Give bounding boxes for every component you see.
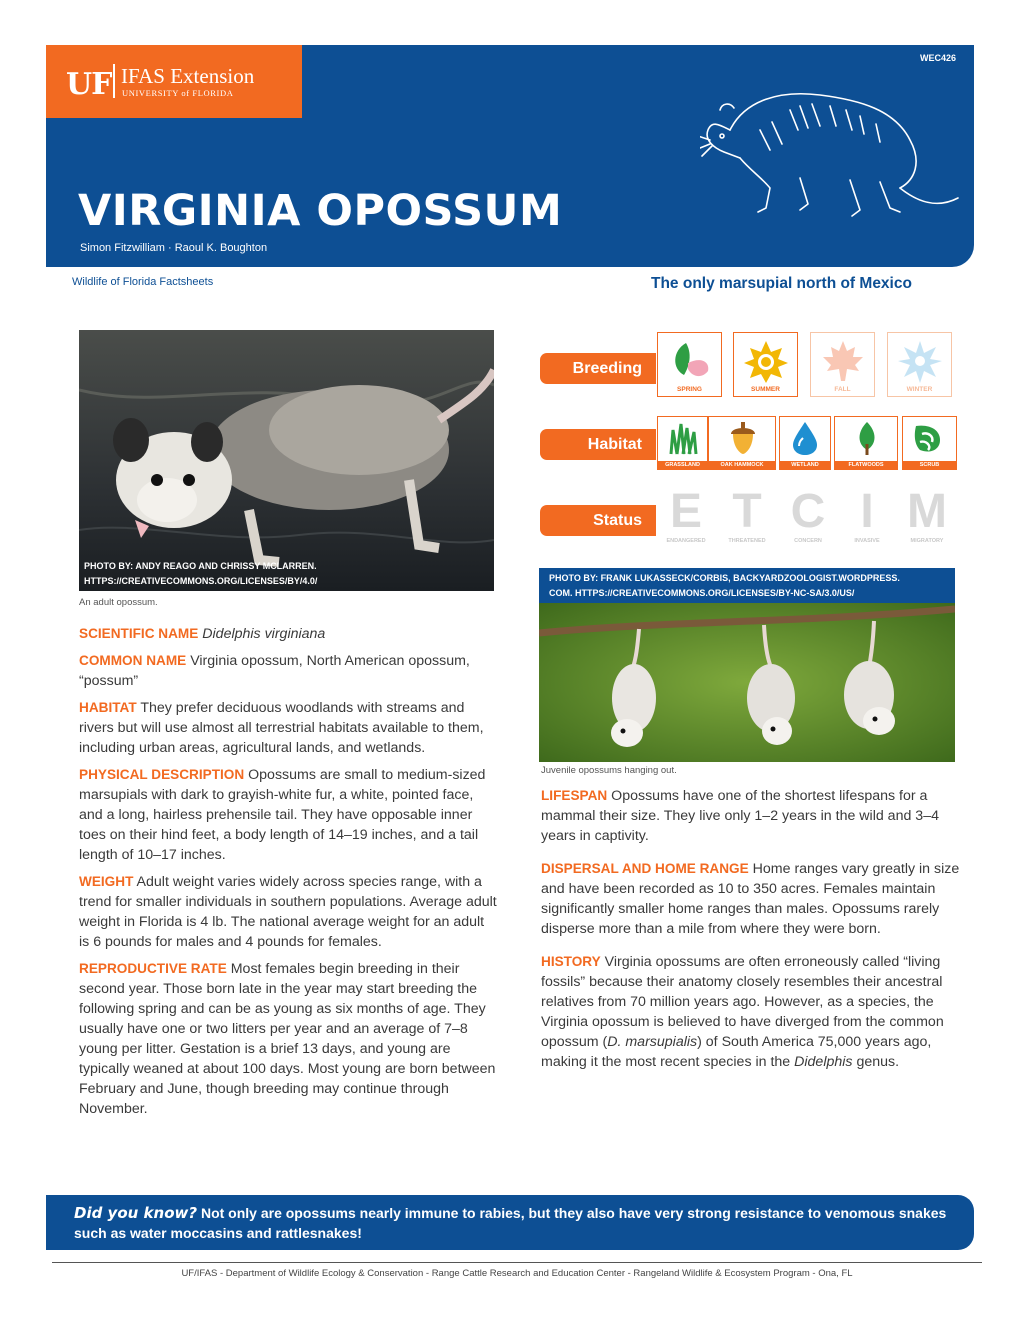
season-label: WINTER [906,386,933,393]
habitat-label: Habitat [540,429,656,460]
status-letter: M [907,485,947,538]
dispersal-heading: DISPERSAL AND HOME RANGE [541,861,749,876]
juvenile-opossums-photo [539,603,955,762]
status-migratory [898,485,956,544]
habitat-label-text: SCRUB [903,461,956,469]
acorn-icon [725,420,761,456]
habitat-oak-hammock [708,416,776,470]
physical-description-text: Opossums are small to medium-sized marsupials with dark to grayish-white fur, a white, pointed face, and a long, hairless prehensile tail. They have opposable inner toes on their hind feet, a body length of 14–19 inches, and a tail length of 10–17 inches. [79,767,486,863]
grass-icon [665,420,701,456]
leaf-icon [666,339,714,383]
history-genus-name: Didelphis [794,1054,853,1070]
juvenile-credit-line-1: PHOTO BY: FRANK LUKASSECK/CORBIS, BACKYARDZOOLOGIST.WORDPRESS. [549,573,900,583]
common-name-value: Virginia opossum, North American opossum, “possum” [79,653,470,689]
status-name: ENDANGERED [666,538,706,544]
did-you-know-body: Not only are opossums nearly immune to rabies, but they also have very strong resistance to venomous snakes such as water moccasins and rattlesnakes! [74,1205,947,1241]
scientific-name-value: Didelphis virginiana [202,626,326,642]
season-winter [887,332,952,397]
season-summer [733,332,798,397]
reproductive-rate-heading: REPRODUCTIVE RATE [79,961,227,976]
reproductive-rate-text: Most females begin breeding in their second year. Those born late in the year may start breeding the following spring and can be as young as six months of age. They usually have one or two litters per year and an average of 7–8 young per litter. Gestation is a brief 13 days, and young are typically weaned at about 100 days. Most young are born between February and June, though breeding may continue through November. [79,961,496,1117]
status-invasive [838,485,896,544]
right-column [541,786,961,1072]
did-you-know-text [74,1203,964,1243]
status-name: THREATENED [728,538,766,544]
adult-photo-caption: An adult opossum. [79,597,158,608]
tagline: The only marsupial north of Mexico [651,275,912,292]
habitat-scrub [902,416,957,470]
status-name: INVASIVE [854,538,880,544]
snowflake-icon [896,339,944,383]
habitat-grassland [657,416,708,470]
habitat-wetland [779,416,831,470]
juvenile-photo-credit [549,571,949,601]
juvenile-credit-license-link[interactable]: COM. HTTPS://CREATIVECOMMONS.ORG/LICENSES/BY-NC-SA/3.0/US/ [549,588,855,598]
history-species-name: D. marsupialis [607,1034,698,1050]
status-letter: T [732,485,762,538]
maple-leaf-icon [819,339,867,383]
series-name: Wildlife of Florida Factsheets [72,276,214,288]
lifespan-heading: LIFESPAN [541,788,608,803]
status-letter: E [669,485,702,538]
habitat-label-text: FLATWOODS [835,461,897,469]
lifespan-text: Opossums have one of the shortest lifespans for a mammal their size. They live only 1–2 years in the wild and 3–4 years in captivity. [541,788,939,844]
season-label: FALL [834,386,851,393]
status-letter: I [860,485,874,538]
weight-section [79,872,497,952]
water-drop-icon [787,420,823,456]
footer-divider [52,1262,982,1263]
authors: Simon Fitzwilliam · Raoul K. Boughton [80,242,268,254]
weight-text: Adult weight varies widely across species range, with a trend for smaller individuals in southern populations. Average adult weight in Florida is 4 lb. The national average weight for an adult is 6 pounds for males and 4 pounds for females. [79,874,497,950]
history-section [541,952,961,1072]
habitat-heading: HABITAT [79,700,137,715]
breeding-label: Breeding [540,353,656,384]
logo-title: IFAS Extension [121,64,255,88]
common-name-heading: COMMON NAME [79,653,187,668]
dispersal-section [541,859,961,939]
history-heading: HISTORY [541,954,601,969]
habitat-section [79,698,497,758]
adult-opossum-photo [79,330,494,591]
season-fall [810,332,875,397]
adult-credit-license-link[interactable]: HTTPS://CREATIVECOMMONS.ORG/LICENSES/BY/4.0/ [84,576,318,586]
adult-photo-credit [84,559,484,589]
uf-logo-mark: UF [66,67,112,102]
status-letter: C [790,485,826,538]
status-name: CONCERN [794,538,822,544]
physical-description-heading: PHYSICAL DESCRIPTION [79,767,245,782]
page-title: VIRGINIA OPOSSUM [78,186,563,236]
logo-divider [113,64,115,98]
history-text: genus. [852,1054,900,1070]
status-name: MIGRATORY [910,538,944,544]
did-you-know-heading: Did you know? [74,1204,198,1222]
season-spring [657,332,722,397]
physical-description-section [79,765,497,865]
scientific-name-section [79,624,497,644]
season-label: SUMMER [751,386,780,393]
habitat-text: They prefer deciduous woodlands with streams and rivers but will use almost all terrestrial habitats available to them, including urban areas, agricultural lands, and wetlands. [79,700,484,756]
weight-heading: WEIGHT [79,874,134,889]
habitat-flatwoods [834,416,898,470]
habitat-label-text: WETLAND [780,461,830,469]
lifespan-section [541,786,961,846]
status-threatened [718,485,776,544]
left-column [79,624,497,1119]
season-label: SPRING [677,386,702,393]
history-text: ) of South America 75,000 years ago, making it the most recent species in the [541,1034,932,1070]
history-text: Virginia opossums are often erroneously called “living fossils” because their anatomy closely resembles their ancestral relatives from 70 million years ago. However, as a species, the Virginia opossum is believed to have diverged from the common opossum ( [541,954,944,1050]
status-endangered [657,485,715,544]
sun-icon [742,339,790,383]
common-name-section [79,651,497,691]
document-code: WEC426 [920,53,957,63]
status-concern [779,485,837,544]
dispersal-text: Home ranges vary greatly in size and have been recorded as 10 to 350 acres. Females maintain significantly smaller home ranges than males. Opossums rarely disperse more than a mile from where they were born. [541,861,960,937]
juvenile-photo-caption: Juvenile opossums hanging out. [541,765,677,776]
habitat-label-text: OAK HAMMOCK [709,461,775,469]
scrub-leaves-icon [910,420,946,456]
scientific-name-heading: SCIENTIFIC NAME [79,626,199,641]
adult-credit-line-1: PHOTO BY: ANDY REAGO AND CHRISSY MCLARREN. [84,561,317,571]
logo-subtitle: UNIVERSITY of FLORIDA [122,88,234,98]
reproductive-rate-section [79,959,497,1119]
pine-tree-icon [849,420,885,456]
opossum-line-drawing [700,70,965,240]
footer-text: UF/IFAS - Department of Wildlife Ecology & Conservation - Range Cattle Research and Education Center - Rangeland Wildlife & Ecosystem Program - Ona, FL [181,1268,853,1279]
habitat-label-text: GRASSLAND [658,461,707,469]
status-label: Status [540,505,656,536]
